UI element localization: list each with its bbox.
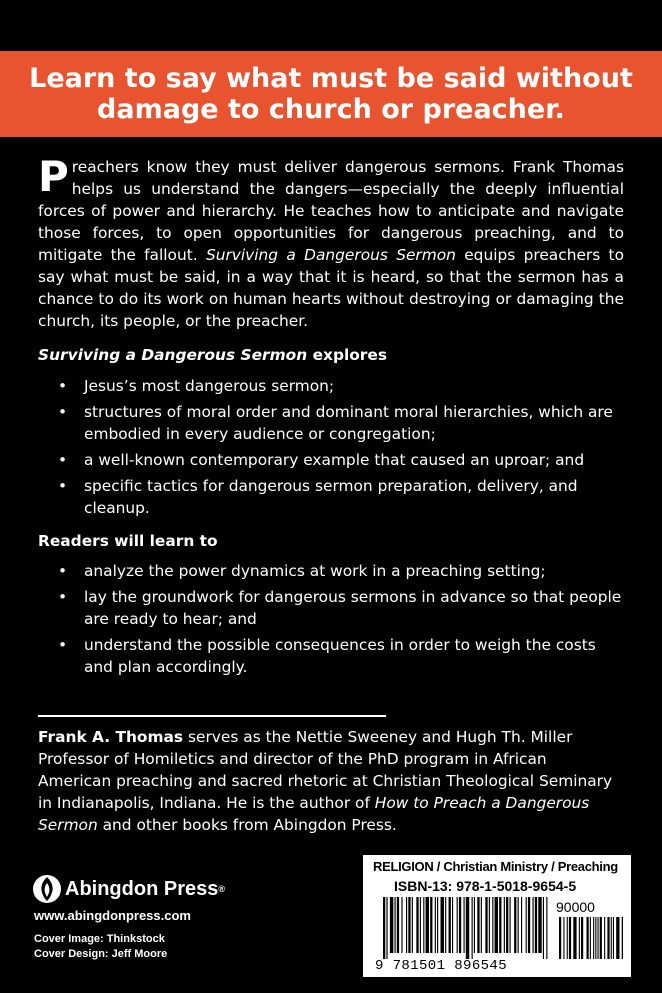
list-item-text: analyze the power dynamics at work in a preaching setting;	[84, 562, 546, 580]
divider	[38, 715, 386, 717]
learn-heading: Readers will learn to	[38, 532, 218, 550]
headline-line-2: damage to church or preacher.	[97, 94, 565, 125]
publisher-url: www.abingdonpress.com	[34, 908, 191, 923]
barcode-image	[383, 897, 623, 959]
headline	[20, 63, 642, 125]
intro-paragraph	[38, 152, 625, 332]
headline-banner	[0, 51, 662, 137]
list-item-text: a well-known contemporary example that caused an uproar; and	[84, 451, 585, 469]
author-bio	[38, 726, 624, 836]
bullet-icon: •	[58, 377, 68, 395]
bullet-icon: •	[58, 588, 68, 606]
author-name: Frank A. Thomas	[38, 728, 184, 746]
bullet-icon: •	[58, 636, 68, 654]
bio-text-b: and other books from Abingdon Press.	[97, 816, 397, 834]
bullet-icon: •	[58, 403, 68, 421]
bio-book-title: How to Preach a Dangerous Sermon	[38, 794, 590, 834]
list-item	[38, 634, 628, 678]
barcode-digits: 9 781501 896545	[375, 958, 508, 974]
list-item	[38, 401, 628, 445]
list-item-text: lay the groundwork for dangerous sermons in advance so that people are ready to hear; and	[84, 588, 622, 628]
list-item-text: Jesus’s most dangerous sermon;	[84, 377, 335, 395]
abingdon-flame-icon	[32, 874, 62, 904]
barcode-panel	[363, 855, 631, 977]
explores-heading-rest: explores	[307, 346, 387, 364]
bio-text-a: serves as the Nettie Sweeney and Hugh Th. Miller Professor of Homiletics and director of the PhD program in African American preaching and sacred rhetoric at Christian Theological Seminary in Indianapolis, Indiana. He is the author of	[38, 728, 613, 812]
list-item	[38, 560, 628, 582]
publisher-name: Abingdon Press	[65, 877, 219, 900]
registered-mark: ®	[218, 884, 225, 894]
list-item-text: understand the possible consequences in order to weigh the costs and plan accordingly.	[84, 636, 596, 676]
explores-list	[38, 375, 628, 523]
bisac-category: RELIGION / Christian Ministry / Preaching	[373, 859, 618, 874]
intro-book-title: Surviving a Dangerous Sermon	[205, 246, 456, 264]
cover-design-credit: Cover Design: Jeff Moore	[34, 948, 168, 960]
list-item	[38, 449, 628, 471]
learn-list	[38, 560, 628, 682]
bullet-icon: •	[58, 477, 68, 495]
list-item	[38, 475, 628, 519]
bullet-icon: •	[58, 451, 68, 469]
drop-cap: P	[38, 152, 69, 201]
list-item	[38, 586, 628, 630]
isbn-label: ISBN-13: 978-1-5018-9654-5	[394, 878, 577, 894]
cover-image-credit: Cover Image: Thinkstock	[34, 933, 165, 945]
price-code: 90000	[556, 899, 595, 915]
publisher-logo	[32, 874, 225, 904]
list-item	[38, 375, 628, 397]
headline-line-1: Learn to say what must be said without	[29, 63, 633, 94]
list-item-text: structures of moral order and dominant moral hierarchies, which are embodied in every audience or congregation;	[84, 403, 613, 443]
intro-text-b: equips preachers to say what must be said, in a way that it is heard, so that the sermon has a chance to do its work on human hearts without destroying or damaging the church, its people, or the preacher.	[38, 246, 625, 330]
intro-text-a: reachers know they must deliver dangerous sermons. Frank Thomas helps us understand the dangers—especially the deeply influential forces of power and hierarchy. He teaches how to anticipate and navigate those forces, to open opportunities for dangerous preaching, and to mitigate the fallout.	[38, 158, 624, 264]
list-item-text: specific tactics for dangerous sermon preparation, delivery, and cleanup.	[84, 477, 578, 517]
explores-book-title: Surviving a Dangerous Sermon	[38, 346, 308, 364]
explores-heading	[38, 346, 387, 364]
bullet-icon: •	[58, 562, 68, 580]
